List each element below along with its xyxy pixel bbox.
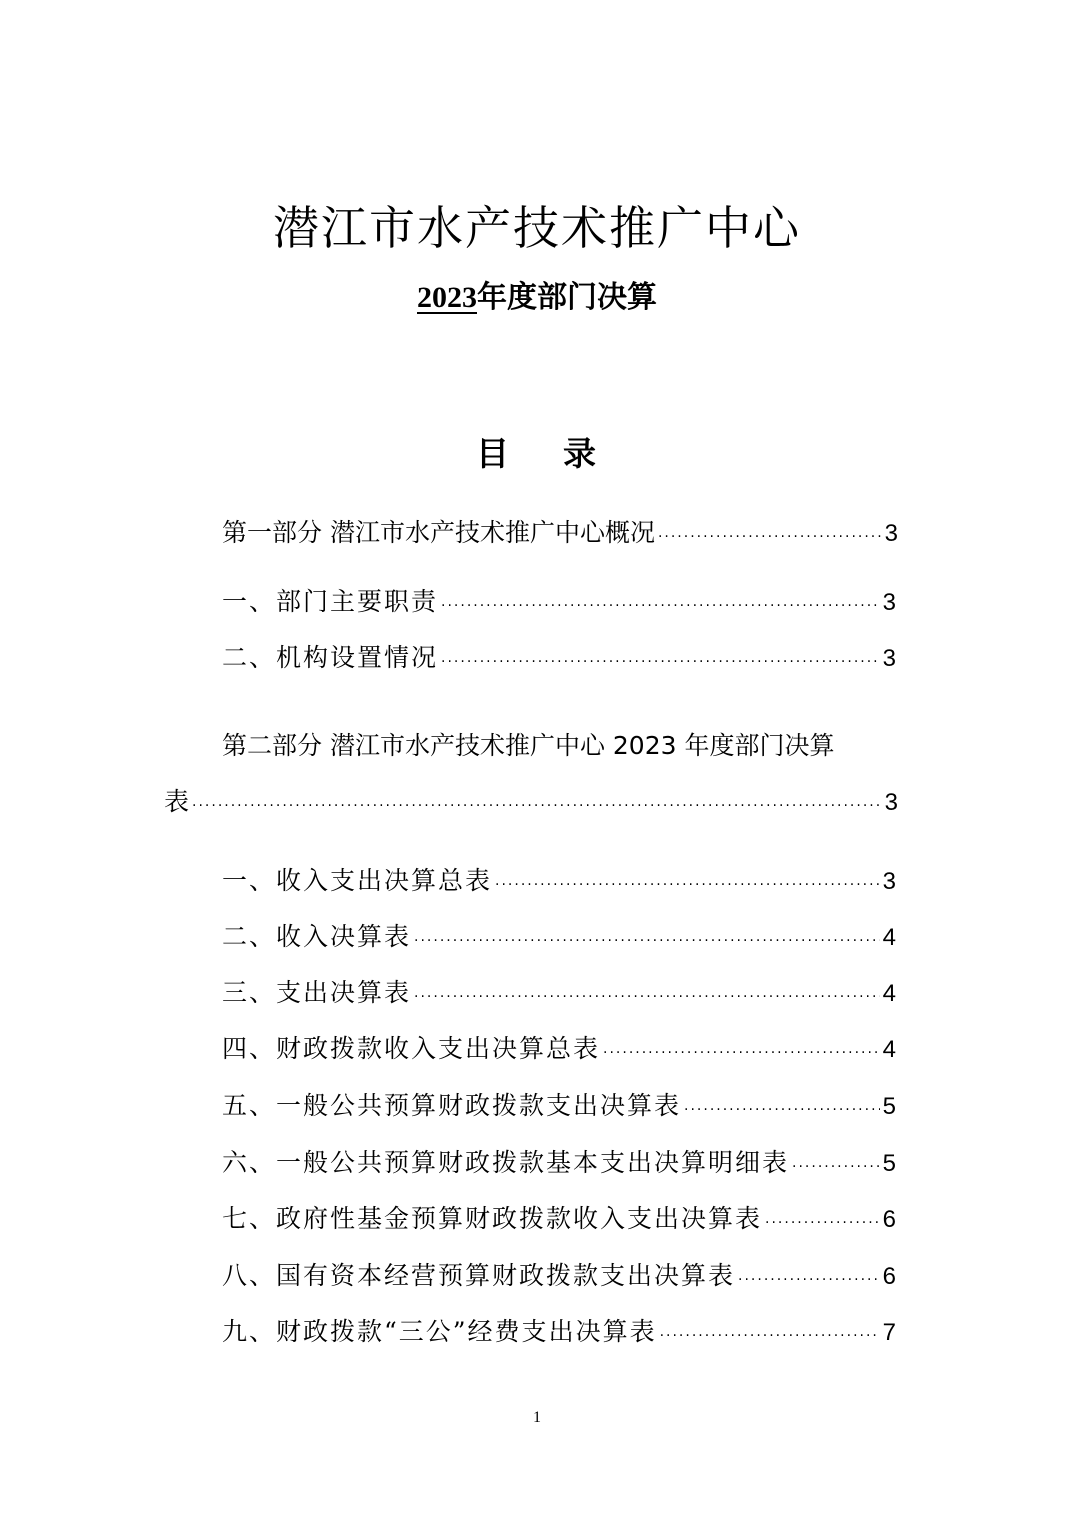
toc-entry-part2-item-4[interactable] [222,1029,898,1073]
toc-entry-label: 第一部分 潜江市水产技术推广中心概况 [222,518,655,547]
toc-entry-part2-line1[interactable]: 第二部分 潜江市水产技术推广中心 2023 年度部门决算 [222,731,835,760]
toc-leader-dots [414,977,880,1017]
toc-heading [0,430,1074,478]
toc-entry-part1-item-2[interactable] [222,638,898,682]
toc-entry-part2-item-3[interactable] [222,973,898,1017]
toc-leader-dots [192,786,882,826]
toc-leader-dots [441,586,880,626]
toc-leader-dots [792,1147,880,1187]
toc-entry-part1[interactable] [222,513,898,557]
toc-entry-label: 二、收入决算表 [222,922,412,951]
toc-entry-page: 3 [884,520,898,547]
toc-entry-label: 六、一般公共预算财政拨款基本支出决算明细表 [222,1148,790,1177]
toc-entry-page: 5 [882,1093,898,1120]
toc-entry-page: 4 [882,1036,898,1063]
toc-leader-dots [660,1316,880,1356]
subtitle-text: 年度部门决算 [477,281,657,314]
toc-leader-dots [684,1090,880,1130]
document-title: 潜江市水产技术推广中心 [273,201,801,255]
toc-entry-part2-item-5[interactable] [222,1086,898,1130]
toc-leader-dots [441,642,880,682]
toc-leader-dots [738,1260,880,1300]
toc-leader-dots [495,865,880,905]
toc-entry-label: 一、收入支出决算总表 [222,866,493,895]
toc-entry-part1-item-1[interactable] [222,582,898,626]
toc-entry-page: 3 [884,789,898,816]
toc-entry-part2-item-6[interactable] [222,1143,898,1187]
toc-entry-page: 6 [882,1206,898,1233]
toc-leader-dots [414,921,880,961]
toc-entry-page: 3 [882,868,898,895]
toc-entry-label: 九、财政拨款“三公”经费支出决算表 [222,1317,657,1346]
document-subtitle [0,276,1074,320]
toc-leader-dots [765,1203,880,1243]
toc-entry-page: 3 [882,589,898,616]
toc-entry-label: 二、机构设置情况 [222,643,439,672]
toc-entry-label: 一、部门主要职责 [222,587,439,616]
toc-entry-part2[interactable] [164,782,898,826]
toc-leader-dots [658,517,882,557]
toc-entry-part2-item-9[interactable] [222,1312,898,1356]
page-number: 1 [533,1409,541,1426]
toc-entry-label: 三、支出决算表 [222,978,412,1007]
toc-entry-page: 3 [882,645,898,672]
toc-entry-page: 6 [882,1263,898,1290]
toc-entry-page: 4 [882,980,898,1007]
toc-entry-label: 七、政府性基金预算财政拨款收入支出决算表 [222,1204,763,1233]
toc-heading-left: 目 [476,434,511,473]
toc-entry-page: 7 [882,1319,898,1346]
toc-leader-dots [603,1033,880,1073]
toc-entry-label: 表 [164,787,190,816]
toc-entry-label: 八、国有资本经营预算财政拨款支出决算表 [222,1261,736,1290]
toc-entry-label: 四、财政拨款收入支出决算总表 [222,1034,601,1063]
toc-heading-right: 录 [563,434,598,473]
toc-entry-page: 5 [882,1150,898,1177]
subtitle-year: 2023 [417,281,477,314]
toc-entry-part2-item-2[interactable] [222,917,898,961]
toc-entry-part2-item-1[interactable] [222,861,898,905]
toc-entry-label: 五、一般公共预算财政拨款支出决算表 [222,1091,682,1120]
toc-entry-page: 4 [882,924,898,951]
toc-entry-part2-item-8[interactable] [222,1256,898,1300]
toc-entry-part2-item-7[interactable] [222,1199,898,1243]
